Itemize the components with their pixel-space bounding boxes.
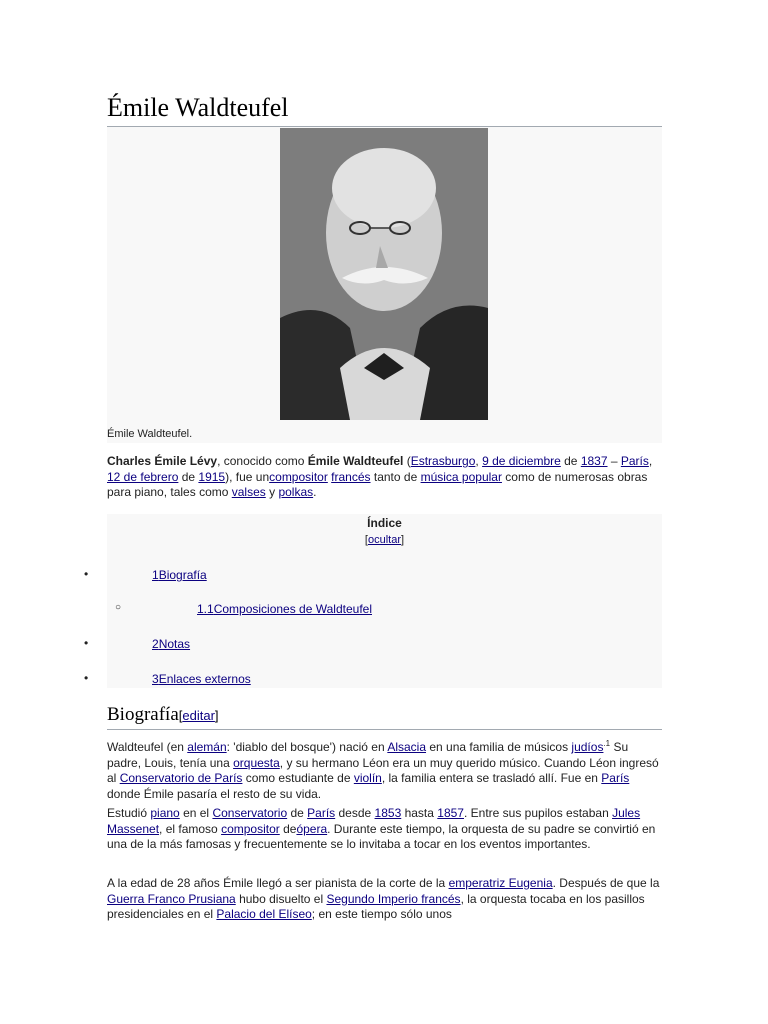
link-1857[interactable]: 1857 <box>437 806 464 820</box>
link-conservatorio-paris[interactable]: Conservatorio de París <box>119 771 243 785</box>
link-paris-3[interactable]: París <box>307 806 336 820</box>
link-compositor-2[interactable]: compositor <box>221 821 280 836</box>
link-massenet[interactable]: Jules Massenet <box>107 806 641 836</box>
link-paris[interactable]: París <box>620 454 649 468</box>
link-conservatorio[interactable]: Conservatorio <box>212 806 288 820</box>
paragraph-2: Estudió piano en el Conservatorio de París desde 1853 hasta 1857. Entre sus pupilos estaban Jules Massenet, el famoso compositor deópera. Durante este tiempo, la orquesta de su padre se convirtió en una de la más famosas y frecuentemente se lo invitaba a tocar en los eventos importantes. <box>107 806 656 851</box>
toc-title: Índice <box>367 516 402 530</box>
link-musica-popular[interactable]: música popular <box>420 469 502 484</box>
edit-section-link[interactable]: editar <box>182 708 215 723</box>
known-name: Émile Waldteufel <box>307 454 404 468</box>
bullet-icon: • <box>84 567 89 581</box>
link-aleman[interactable]: alemán <box>187 740 227 754</box>
link-violin[interactable]: violín <box>353 771 382 785</box>
page-title: Émile Waldteufel <box>107 92 662 127</box>
link-opera[interactable]: ópera <box>296 821 328 836</box>
paragraph-3: A la edad de 28 años Émile llegó a ser pianista de la corte de la emperatriz Eugenia. Después de que la Guerra Franco Prusiana hubo disuelto el Segundo Imperio francés, la orquesta tocaba en los pasillos presidenciales en el Palacio del Elíseo; en este tiempo sólo unos <box>107 876 660 921</box>
toc-item-notas[interactable]: 2Notas <box>152 637 191 651</box>
bullet-icon: • <box>84 671 89 685</box>
section-heading-biografia: Biografía[editar] <box>107 703 662 730</box>
link-segundo-imperio[interactable]: Segundo Imperio francés <box>326 891 461 906</box>
toc-item-biografia[interactable]: 1Biografía <box>152 568 207 582</box>
footnote-ref[interactable]: .1 <box>603 739 611 748</box>
link-eugenia[interactable]: emperatriz Eugenia <box>448 876 553 890</box>
bullet-icon: • <box>84 636 89 650</box>
link-birth-date[interactable]: 9 de diciembre <box>482 454 561 468</box>
link-eliseo[interactable]: Palacio del Elíseo <box>216 907 312 921</box>
toc-toggle-link[interactable]: ocultar <box>367 534 402 546</box>
link-death-date[interactable]: 12 de febrero <box>107 469 179 484</box>
link-valses[interactable]: valses <box>231 485 266 499</box>
intro-paragraph: Charles Émile Lévy, conocido como Émile Waldteufel (Estrasburgo, 9 de diciembre de 1837 – París, 12 de febrero de 1915), fue uncompositor francés tanto de música popular como de numerosas obras para piano, tales como valses y polkas. <box>107 454 653 499</box>
link-frances[interactable]: francés <box>331 469 371 484</box>
link-orquesta[interactable]: orquesta <box>233 755 280 770</box>
link-1853[interactable]: 1853 <box>374 806 402 820</box>
link-piano[interactable]: piano <box>150 806 180 820</box>
link-estrasburgo[interactable]: Estrasburgo <box>410 454 476 468</box>
birth-name: Charles Émile Lévy <box>107 454 218 468</box>
portrait-image[interactable] <box>280 128 488 420</box>
link-polkas[interactable]: polkas <box>278 485 314 499</box>
infobox <box>107 127 662 443</box>
table-of-contents <box>107 514 662 688</box>
toc-item-enlaces[interactable]: 3Enlaces externos <box>152 672 251 686</box>
link-death-year[interactable]: 1915 <box>198 469 226 484</box>
link-compositor[interactable]: compositor <box>269 469 328 484</box>
toc-item-composiciones[interactable]: 1.1Composiciones de Waldteufel <box>197 602 372 616</box>
paragraph-1: Waldteufel (en alemán: 'diablo del bosque') nació en Alsacia en una familia de músicos judíos$^{.1}$ Su padre, Louis, tenía una orquesta, y su hermano Léon era un muy querido músico. Cuando Léon ingresó al Conservatorio de París como estudiante de violín, la familia entera se trasladó allí. Fue en París donde Émile pasaría el resto de su vida. <box>107 739 659 801</box>
link-judios[interactable]: judíos <box>571 740 604 754</box>
link-guerra[interactable]: Guerra Franco Prusiana <box>107 891 236 906</box>
link-birth-year[interactable]: 1837 <box>580 454 608 468</box>
infobox-caption: Émile Waldteufel. <box>107 428 193 440</box>
circle-bullet-icon: ○ <box>115 602 122 613</box>
link-alsacia[interactable]: Alsacia <box>387 740 427 754</box>
link-paris-2[interactable]: París <box>601 771 630 785</box>
portrait-photo <box>280 128 488 420</box>
toc-toggle[interactable]: [ocultar] <box>364 534 405 546</box>
